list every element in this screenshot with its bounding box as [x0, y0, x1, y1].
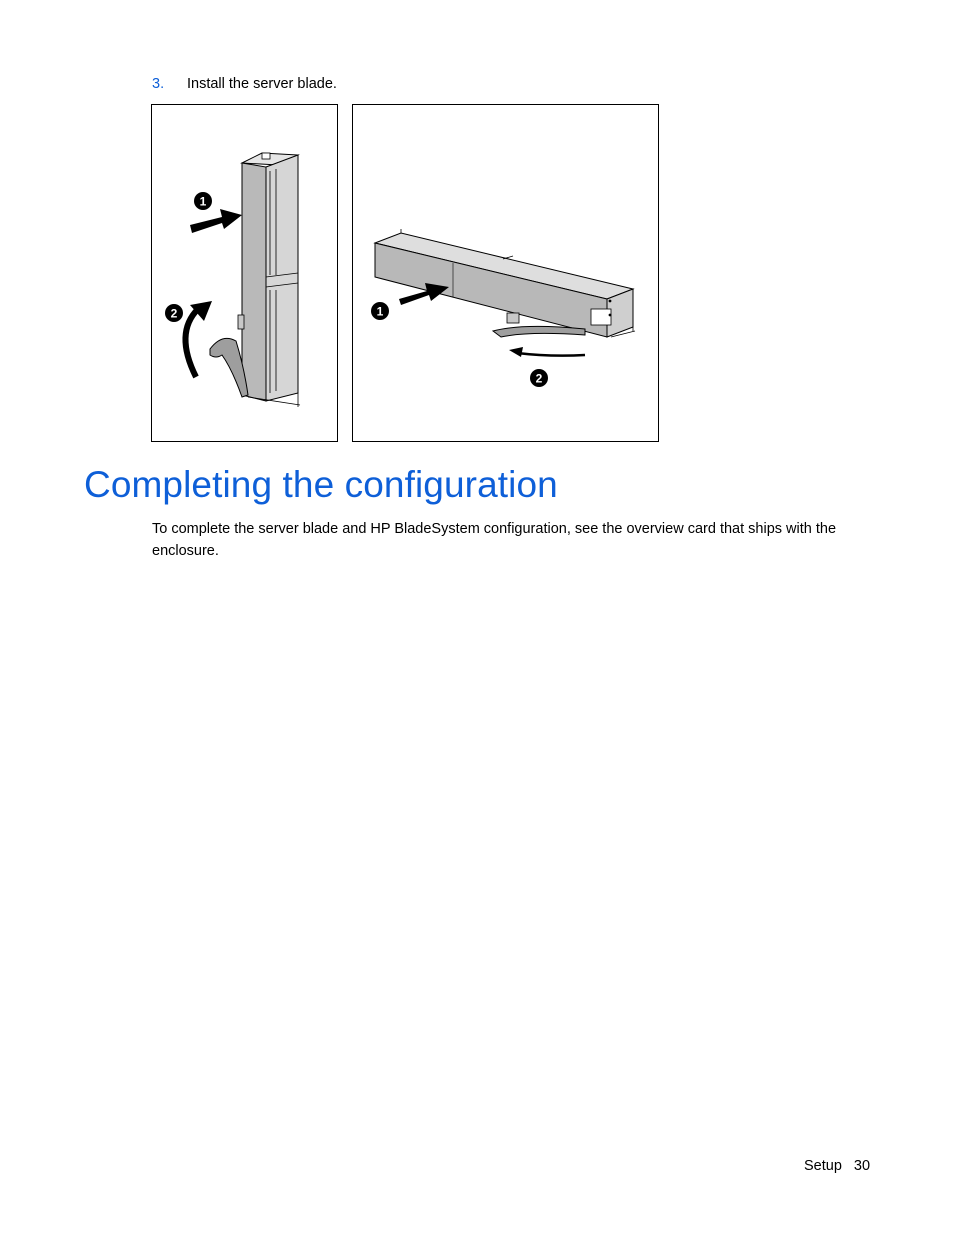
- page-number: 30: [853, 1158, 871, 1174]
- footer-section: Setup: [804, 1158, 842, 1174]
- callout-1: 1: [199, 194, 207, 209]
- section-heading: Completing the configuration: [84, 464, 558, 505]
- callout-1: 1: [376, 304, 384, 319]
- figure-vertical-blade-install: [151, 104, 338, 442]
- horizontal-blade-illustration: [353, 105, 660, 443]
- callout-2: 2: [170, 306, 178, 321]
- section-paragraph: To complete the server blade and HP BladeSystem configuration, see the overview card that ships with the enclosure.: [152, 521, 837, 559]
- step-number: 3.: [152, 76, 165, 92]
- callout-2: 2: [535, 371, 543, 386]
- page-footer: [804, 1158, 870, 1174]
- vertical-blade-illustration: [152, 105, 339, 443]
- figure-horizontal-blade-install: [352, 104, 659, 442]
- step-text: Install the server blade.: [187, 76, 337, 92]
- step-3: [152, 76, 337, 92]
